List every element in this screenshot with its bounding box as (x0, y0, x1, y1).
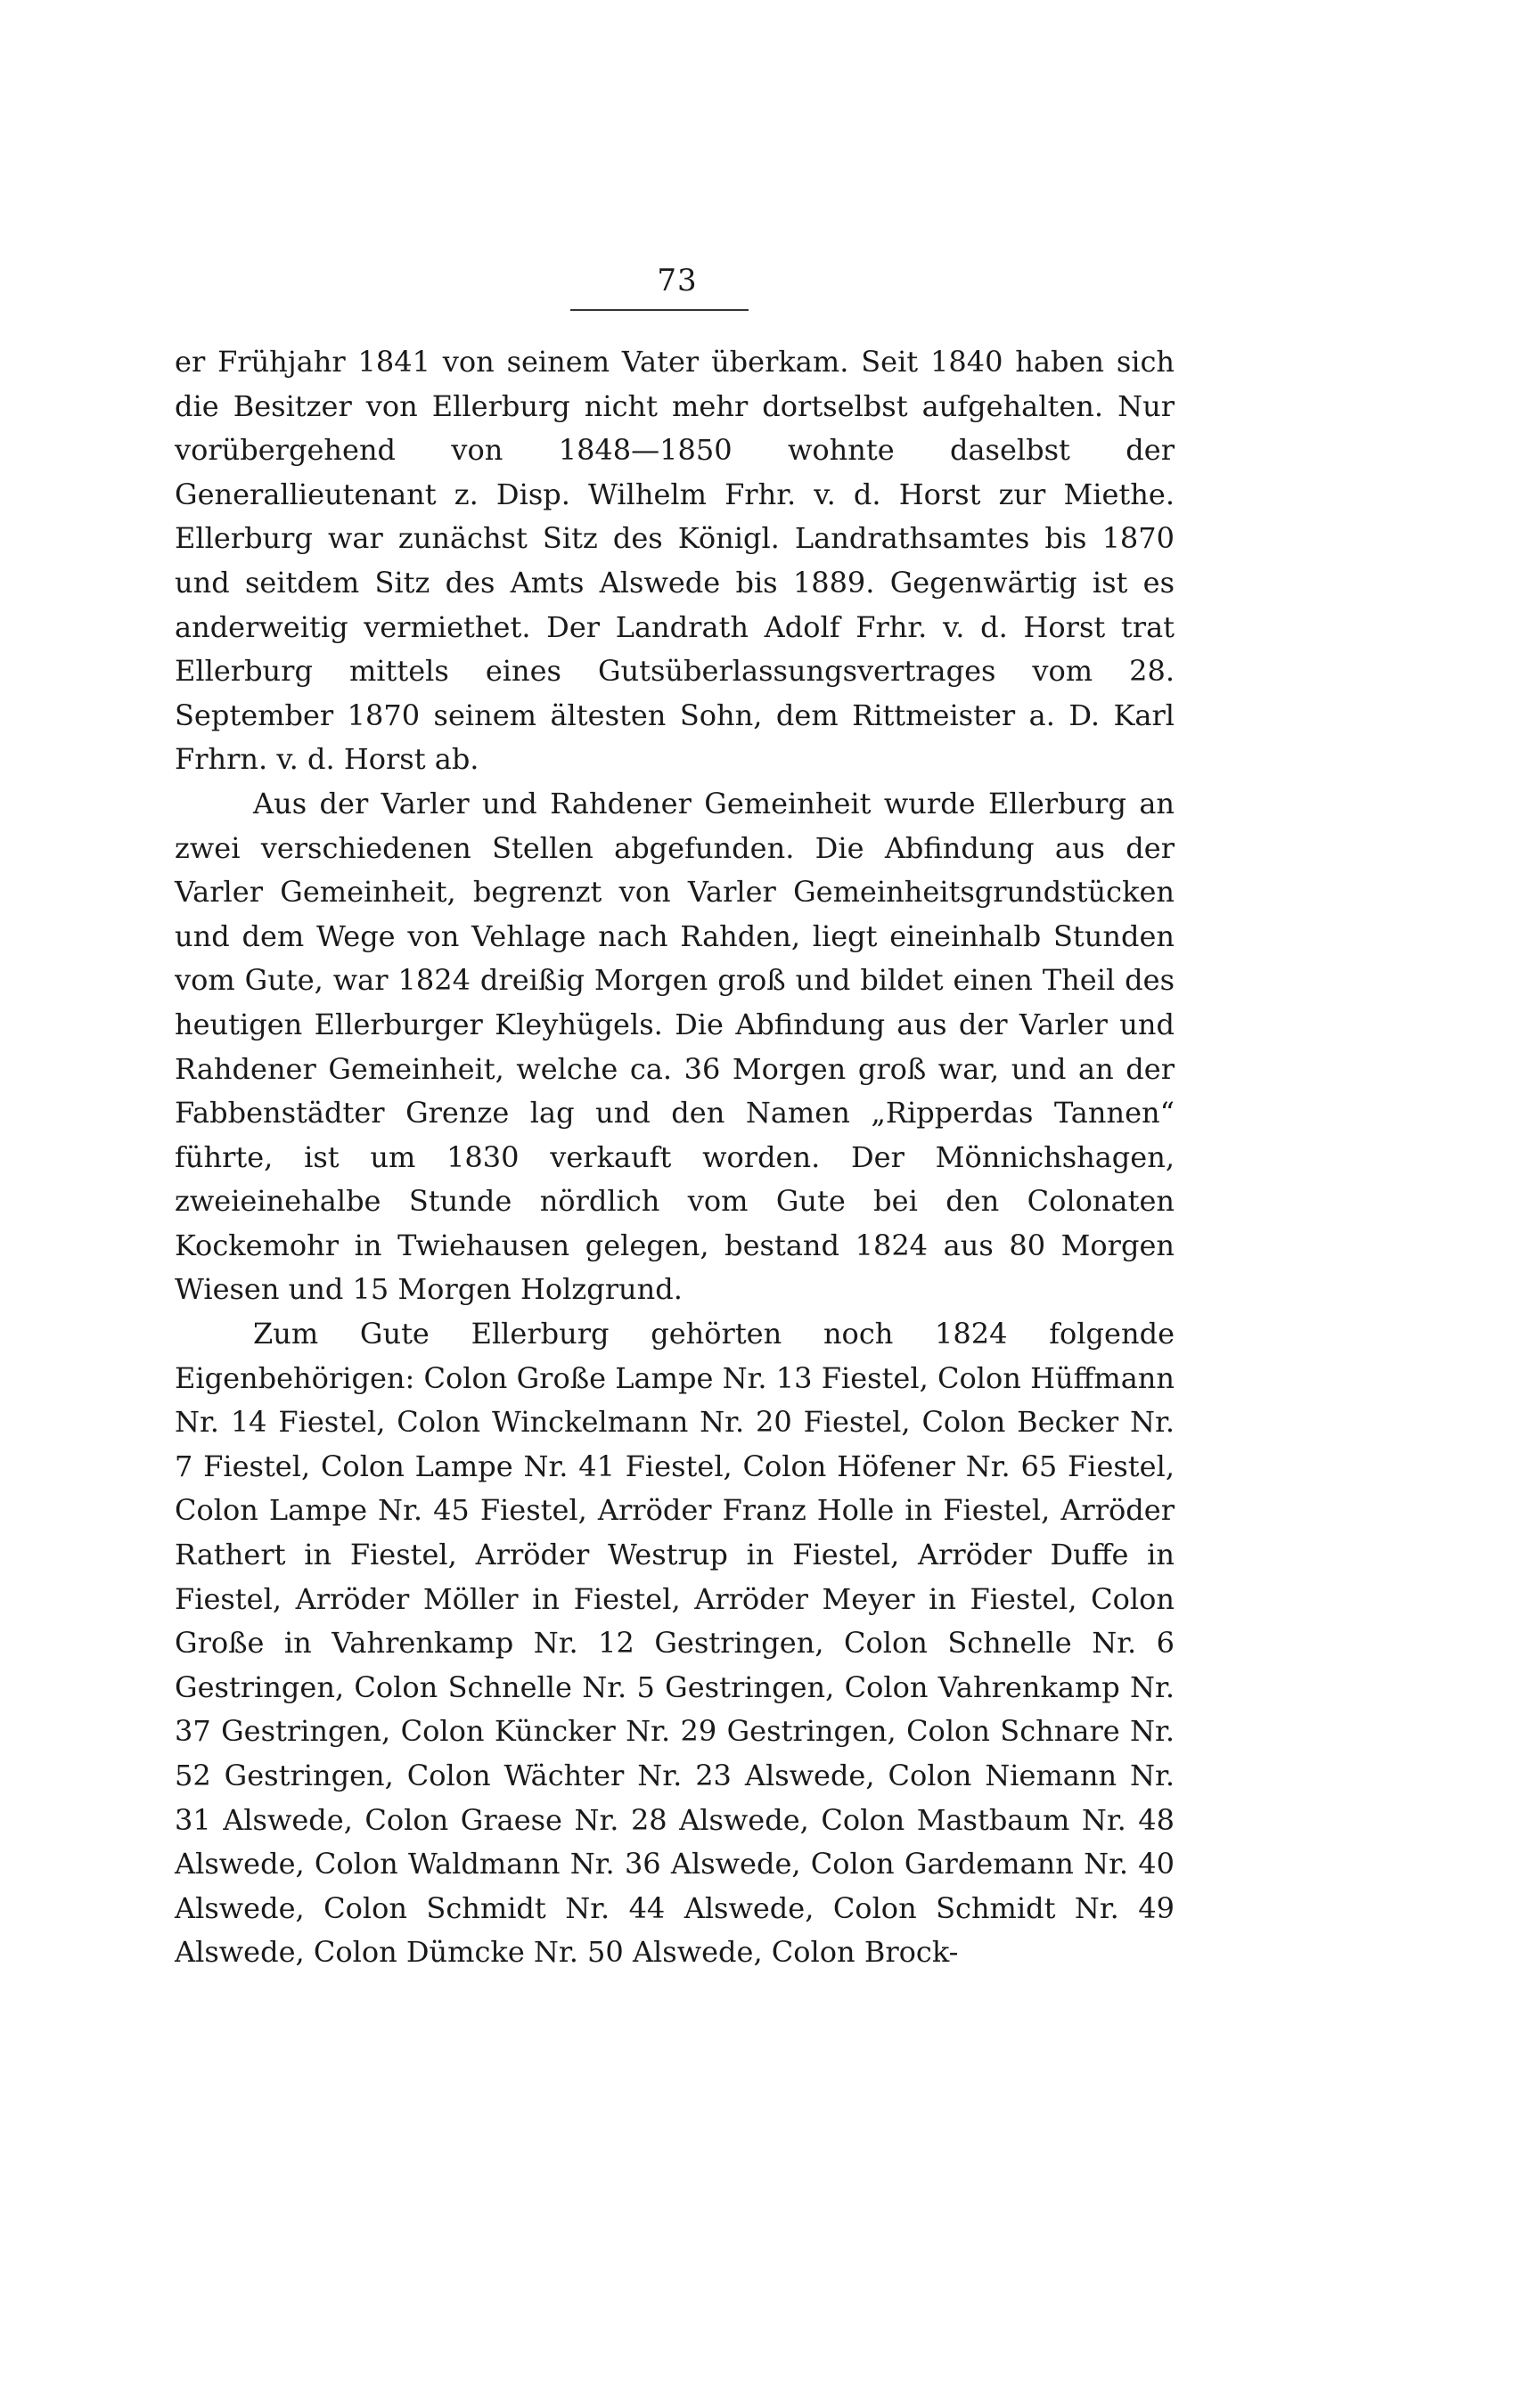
header-rule (570, 309, 749, 311)
page-number: 73 (657, 263, 698, 298)
paragraph-3: Zum Gute Ellerburg gehörten noch 1824 folgende Eigenbehörigen: Colon Große Lampe Nr. 13 Fiestel, Colon Hüffmann Nr. 14 Fiestel, Colon Winckelmann Nr. 20 Fiestel, Colon Becker Nr. 7 Fiestel, Colon Lampe Nr. 41 Fiestel, Colon Höfener Nr. 65 Fiestel, Colon Lampe Nr. 45 Fiestel, Arröder Franz Holle in Fiestel, Arröder Rathert in Fiestel, Arröder Westrup in Fiestel, Arröder Duffe in Fiestel, Arröder Möller in Fiestel, Arröder Meyer in Fiestel, Colon Große in Vahrenkamp Nr. 12 Gestringen, Colon Schnelle Nr. 6 Gestringen, Colon Schnelle Nr. 5 Gestringen, Colon Vahrenkamp Nr. 37 Gestringen, Colon Küncker Nr. 29 Gestringen, Colon Schnare Nr. 52 Gestringen, Colon Wächter Nr. 23 Alswede, Colon Niemann Nr. 31 Alswede, Colon Graese Nr. 28 Alswede, Colon Mastbaum Nr. 48 Alswede, Colon Waldmann Nr. 36 Alswede, Colon Gardemann Nr. 40 Alswede, Colon Schmidt Nr. 44 Alswede, Colon Schmidt Nr. 49 Alswede, Colon Dümcke Nr. 50 Alswede, Colon Brock- (175, 1317, 1175, 1970)
paragraph-2: Aus der Varler und Rahdener Gemeinheit wurde Ellerburg an zwei verschiedenen Stellen abgefunden. Die Abfindung aus der Varler Gemeinheit, begrenzt von Varler Gemeinheitsgrundstücken und dem Wege von Vehlage nach Rahden, liegt eineinhalb Stunden vom Gute, war 1824 dreißig Morgen groß und bildet einen Theil des heutigen Ellerburger Kleyhügels. Die Abfindung aus der Varler und Rahdener Gemeinheit, welche ca. 36 Morgen groß war, und an der Fabbenstädter Grenze lag und den Namen „Ripperdas Tannen“ führte, ist um 1830 verkauft worden. Der Mönnichshagen, zweieinehalbe Stunde nördlich vom Gute bei den Colonaten Kockemohr in Twiehausen gelegen, bestand 1824 aus 80 Morgen Wiesen und 15 Morgen Holzgrund. (175, 786, 1175, 1307)
paragraph-1: er Frühjahr 1841 von seinem Vater überkam. Seit 1840 haben sich die Besitzer von Ellerburg nicht mehr dortselbst aufgehalten. Nur vorübergehend von 1848—1850 wohnte daselbst der Generallieutenant z. Disp. Wilhelm Frhr. v. d. Horst zur Miethe. Ellerburg war zunächst Sitz des Königl. Landrathsamtes bis 1870 und seitdem Sitz des Amts Alswede bis 1889. Gegenwärtig ist es anderweitig vermiethet. Der Landrath Adolf Frhr. v. d. Horst trat Ellerburg mittels eines Gutsüberlassungsvertrages vom 28. September 1870 seinem ältesten Sohn, dem Rittmeister a. D. Karl Frhrn. v. d. Horst ab. (175, 345, 1175, 777)
body-text (175, 340, 1175, 1975)
